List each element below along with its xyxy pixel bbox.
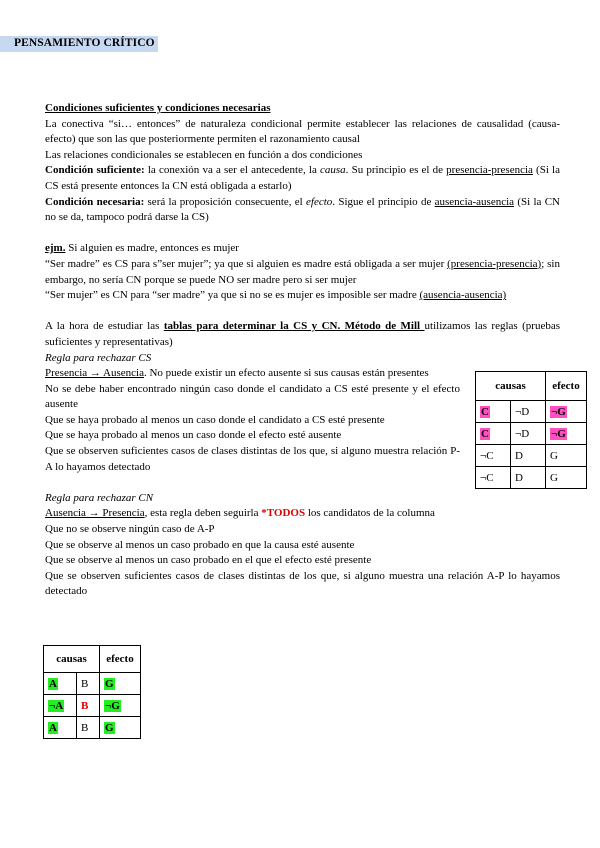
mill-intro-paragraph: A la hora de estudiar las tablas para determinar la CS y CN. Método de Mill utilizamos las reglas (pruebas suficientes y representativas) <box>45 320 560 348</box>
page-header-band <box>0 36 158 52</box>
example-line: ejm. Si alguien es madre, entonces es mujer <box>45 242 239 255</box>
rule-cn-principle-paragraph: Ausencia → Presencia, esta regla deben seguirla *TODOS los candidatos de la columna <box>45 507 435 520</box>
table-cell: A <box>44 673 77 695</box>
table-cell: B <box>77 717 100 739</box>
page-title: PENSAMIENTO CRÍTICO <box>14 37 155 49</box>
rule-cs-item: No se debe haber encontrado ningún caso donde el candidato a CS esté presente y el efecto ausente <box>45 382 460 411</box>
table-cell: ¬C <box>476 467 511 489</box>
efecto-header: efecto <box>100 646 141 673</box>
cn-table <box>43 645 141 739</box>
necessary-condition-paragraph: Condición necesaria: será la proposición consecuente, el efecto. Sigue el principio de ausencia-ausencia (Si la CN no se da, tampoco podrá darse la CS) <box>45 195 560 224</box>
sufficient-condition-paragraph: Condición suficiente: la conexión va a ser el antecedente, la causa. Su principio es el de presencia-presencia (Si la CS está presente entonces la CN está obligada a estarlo) <box>45 164 560 192</box>
causa-term: causa <box>320 164 346 177</box>
table-cell: G <box>100 673 141 695</box>
sufficient-label: Condición suficiente: <box>45 164 145 177</box>
example-cn-paragraph: “Ser mujer” es CN para “ser madre” ya que si no se es mujer es imposible ser madre (ausencia-ausencia) <box>45 289 507 302</box>
absence-absence-term: ausencia-ausencia <box>434 195 515 208</box>
rule-cn-item: Que se observe al menos un caso probado en el que el efecto esté presente <box>45 554 372 567</box>
table-cell: ¬C <box>476 445 511 467</box>
efecto-term: efecto <box>306 195 333 208</box>
rule-cn-item: Que se observen suficientes casos de clases distintas de los que, si alguno muestra una relación A-P lo hayamos detectado <box>45 569 560 598</box>
rule-cn-title: Regla para rechazar CN <box>45 491 154 504</box>
table-cell: G <box>546 445 587 467</box>
rule-cs-title: Regla para rechazar CS <box>45 351 152 364</box>
table-cell: ¬D <box>511 423 546 445</box>
causas-header: causas <box>44 646 100 673</box>
table-cell: ¬G <box>546 401 587 423</box>
table-cell: G <box>100 717 141 739</box>
efecto-header: efecto <box>546 372 587 401</box>
table-cell: D <box>511 445 546 467</box>
rule-cs-item: Que se haya probado al menos un caso donde el efecto esté ausente <box>45 429 342 442</box>
cs-table <box>475 371 587 489</box>
presence-presence-term: presencia-presencia <box>446 164 533 177</box>
rule-cs-item: Que se haya probado al menos un caso donde el candidato a CS esté presente <box>45 413 385 426</box>
document-body <box>45 101 560 600</box>
todos-emphasis: *TODOS <box>261 507 306 520</box>
table-cell: C <box>476 423 511 445</box>
conditions-line: Las relaciones condicionales se establecen en función a dos condiciones <box>45 148 363 161</box>
table-cell: ¬G <box>100 695 141 717</box>
example-cs-paragraph: “Ser madre” es CS para s”ser mujer”; ya que si alguien es madre está obligada a ser mujer (presencia-presencia); sin embargo, no sería CN porque se puede NO ser madre pero si ser mujer <box>45 257 560 286</box>
table-cell: B <box>77 673 100 695</box>
table-cell: ¬D <box>511 401 546 423</box>
table-cell: B <box>77 695 100 717</box>
causas-header: causas <box>476 372 546 401</box>
table-cell: A <box>44 717 77 739</box>
rule-cn-item: Que se observe al menos un caso probado en que la causa esté ausente <box>45 538 355 551</box>
table-cell: D <box>511 467 546 489</box>
example-label: ejm. <box>45 242 66 255</box>
rule-cn-item: Que no se observe ningún caso de A-P <box>45 523 215 536</box>
rule-cs-principle-paragraph: Presencia → Ausencia. No puede existir un efecto ausente si sus causas están presentes <box>45 367 429 380</box>
rule-cs-item: Que se observen suficientes casos de clases distintas de los que, si alguno muestra relación P-A lo hayamos detectado <box>45 445 460 473</box>
table-cell: G <box>546 467 587 489</box>
table-cell: C <box>476 401 511 423</box>
intro-paragraph: La conectiva “si… entonces” de naturaleza condicional permite establecer las relaciones de causalidad (causa-efecto) que son las que posteriormente permiten el razonamiento causal <box>45 117 560 146</box>
necessary-label: Condición necesaria: <box>45 195 145 208</box>
table-cell: ¬A <box>44 695 77 717</box>
section-title: Condiciones suficientes y condiciones necesarias <box>45 102 271 114</box>
table-cell: ¬G <box>546 423 587 445</box>
mill-method-term: tablas para determinar la CS y CN. Método de Mill <box>163 320 425 333</box>
